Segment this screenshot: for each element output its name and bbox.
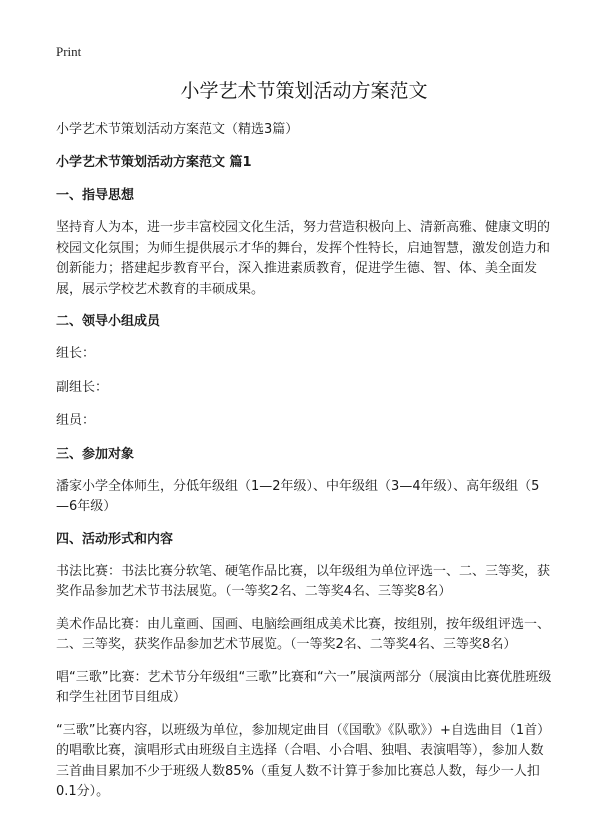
- paragraph-art-contest: 美术作品比赛：由儿童画、国画、电脑绘画组成美术比赛，按组别，按年级组评选一、二、三等奖，获奖作品参加艺术节展览。（一等奖2名、二等奖4名、三等奖8名）: [56, 616, 551, 652]
- article-title: 小学艺术节策划活动方案范文 篇1: [56, 155, 252, 170]
- section-heading-guiding-ideology: 一、指导思想: [56, 188, 135, 203]
- section-heading-participants: 三、参加对象: [56, 446, 135, 462]
- document-body: [56, 78, 552, 815]
- vice-leader-line: 副组长：: [56, 379, 109, 395]
- document-subtitle: 小学艺术节策划活动方案范文（精选3篇）: [56, 122, 299, 137]
- leader-line: 组长：: [56, 346, 96, 361]
- section-heading-activity-content: 四、活动形式和内容: [56, 531, 174, 547]
- paragraph-singing-contest-detail: “三歌”比赛内容，以班级为单位，参加规定曲目（《国歌》《队歌》）+自选曲目（1首）的唱歌比赛，演唱形式由班级自主选择（合唱、小合唱、独唱、表演唱等），参加人数三首曲目累加不少于班级人数85%（重复人数不计算于参加比赛总人数，每少一人扣0.1分）。: [56, 722, 551, 799]
- paragraph-guiding-ideology: 坚持育人为本，进一步丰富校园文化生活，努力营造积极向上、清新高雅、健康文明的校园文化氛围；为师生提供展示才华的舞台，发挥个性特长，启迪智慧，激发创造力和创新能力；搭建起步教育平台，深入推进素质教育，促进学生德、智、体、美全面发展，展示学校艺术教育的丰硕成果。: [56, 220, 551, 297]
- document-title: 小学艺术节策划活动方案范文: [180, 80, 428, 102]
- section-heading-leadership-group: 二、领导小组成员: [56, 314, 161, 329]
- paragraph-participants: 潘家小学全体师生，分低年级组（1—2年级）、中年级组（3—4年级）、高年级组（5—6年级）: [56, 478, 540, 514]
- print-link[interactable]: Print: [56, 44, 82, 59]
- members-line: 组员：: [56, 413, 96, 428]
- paragraph-calligraphy-contest: 书法比赛：书法比赛分软笔、硬笔作品比赛，以年级组为单位评选一、二、三等奖，获奖作品参加艺术节书法展览。（一等奖2名、二等奖4名、三等奖8名）: [56, 563, 551, 599]
- paragraph-singing-contest: 唱“三歌”比赛：艺术节分年级组“三歌”比赛和“六一”展演两部分（展演由比赛优胜班级和学生社团节目组成）: [56, 669, 552, 705]
